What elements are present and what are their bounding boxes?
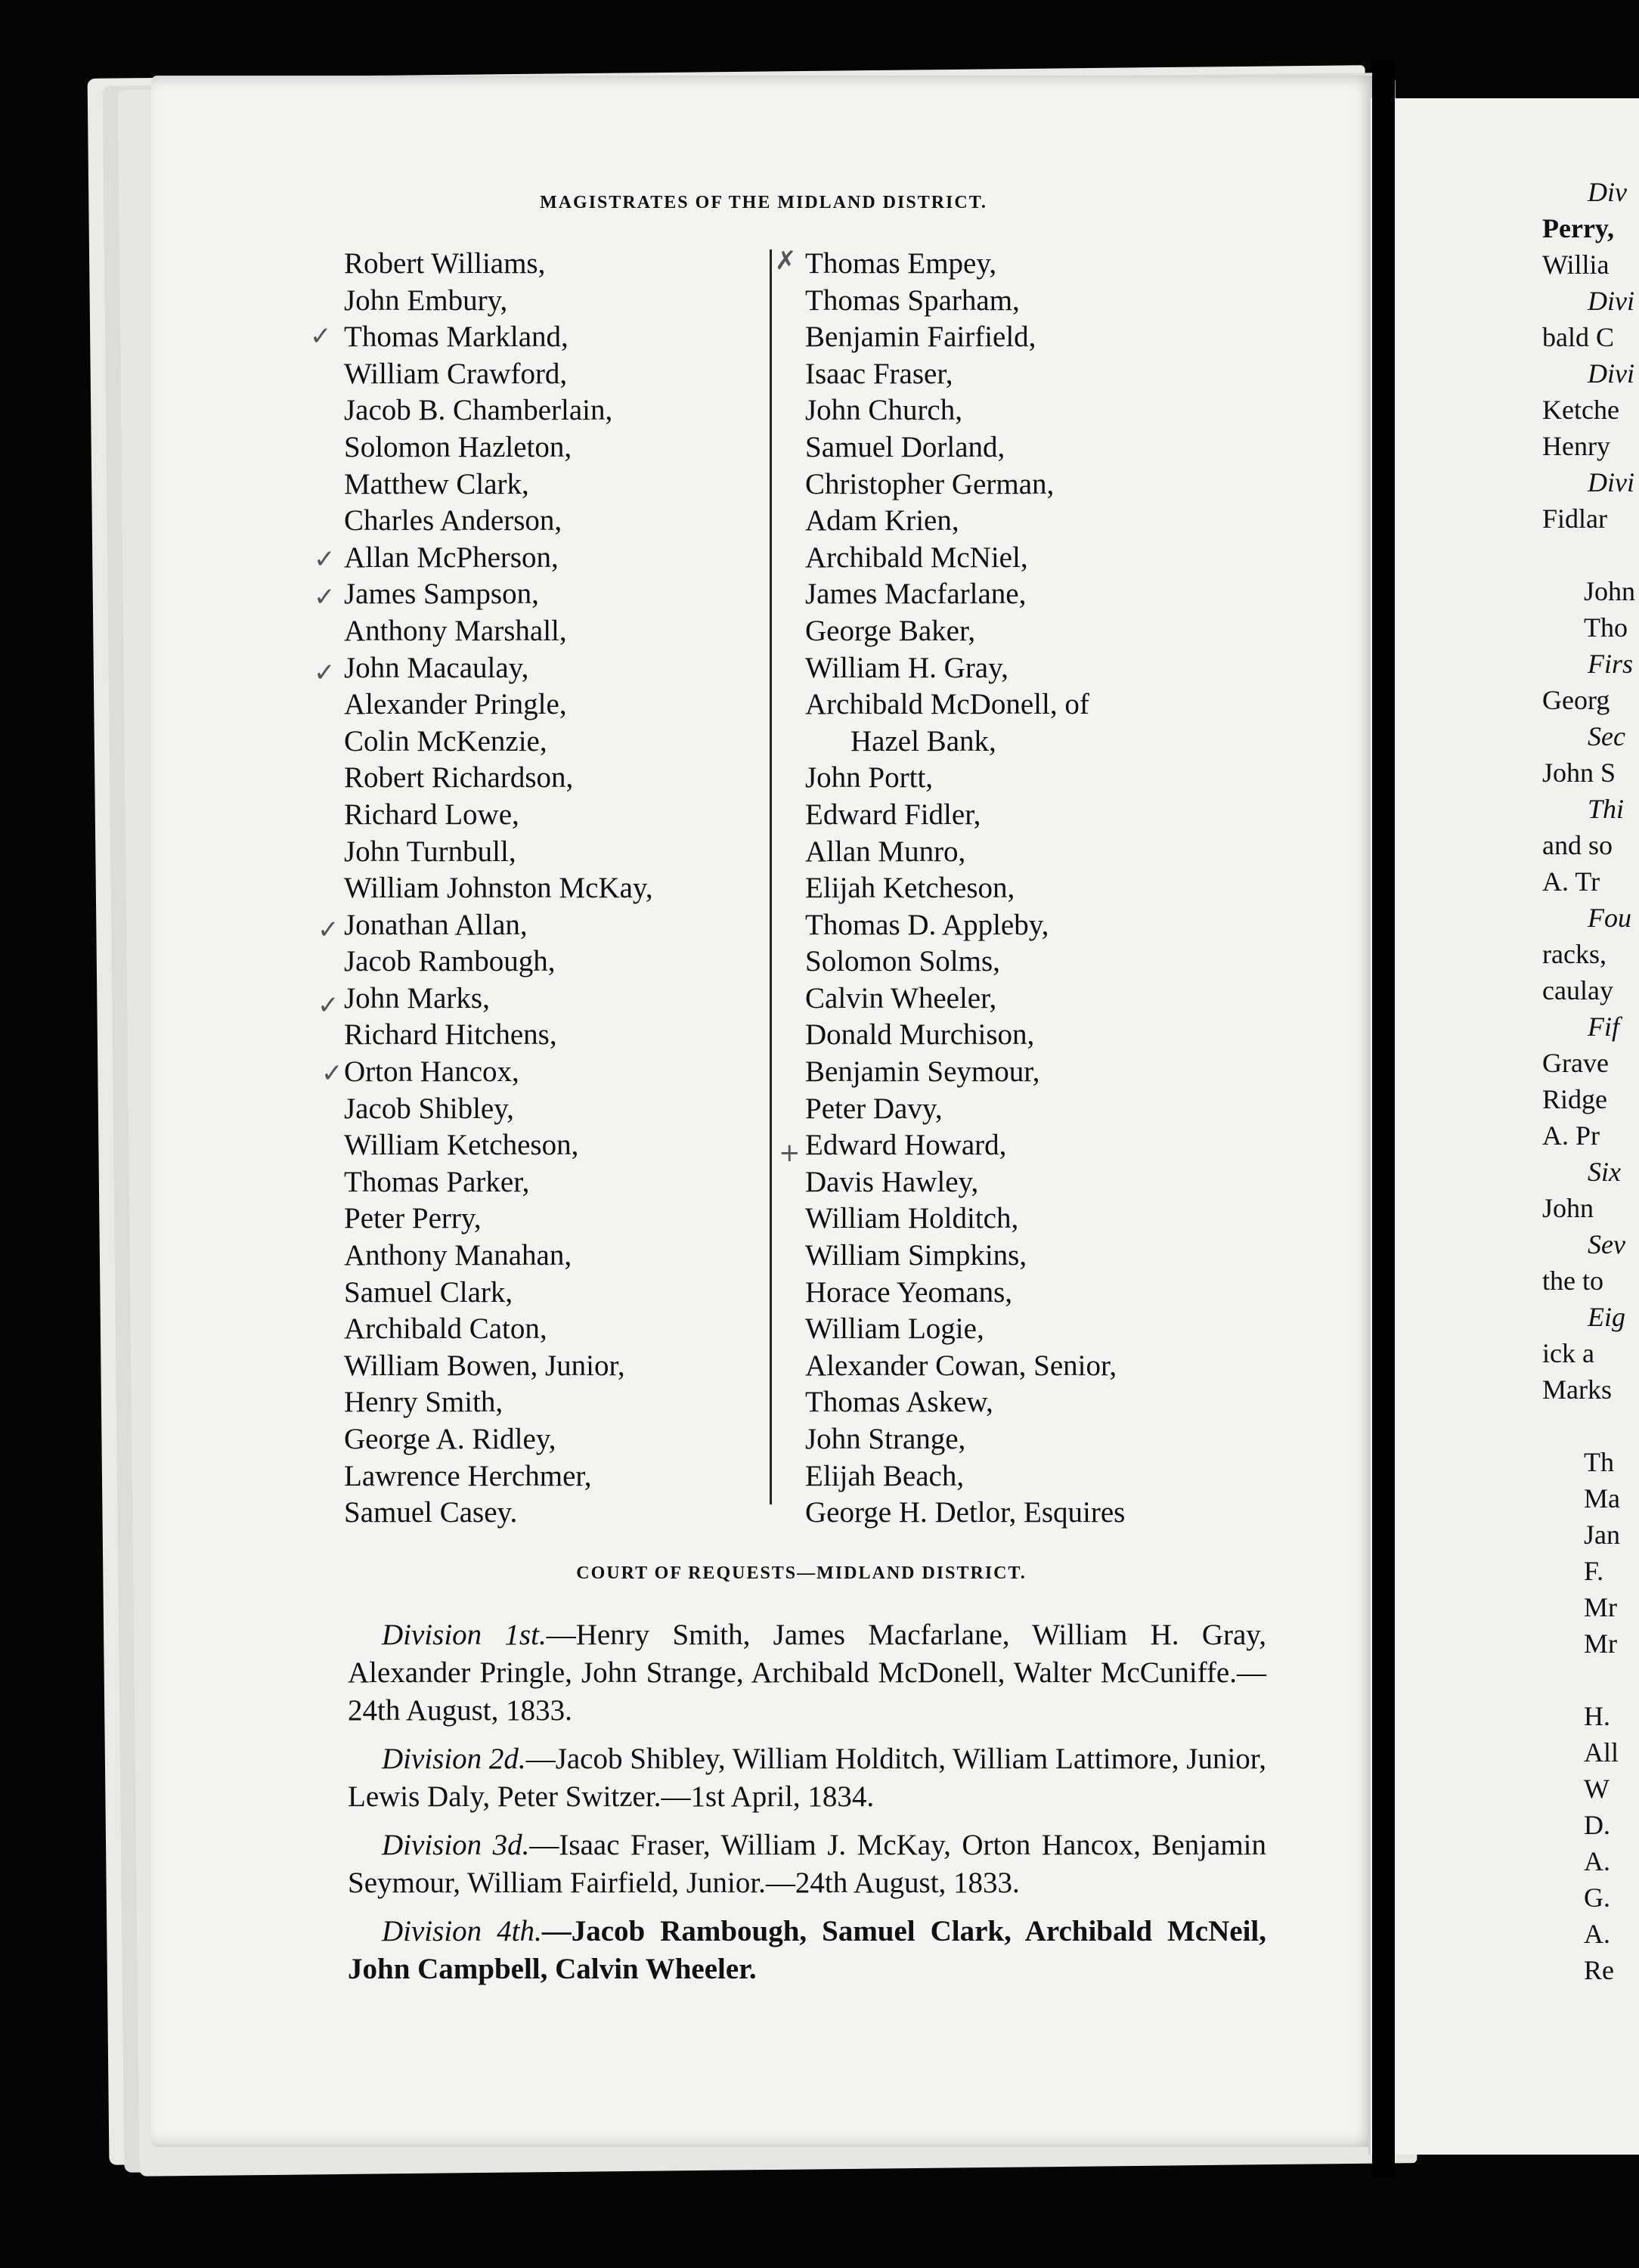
facing-page-line: John — [1542, 1193, 1594, 1223]
magistrate-name: Thomas Sparham, — [805, 284, 1020, 317]
magistrate-name: Donald Murchison, — [805, 1018, 1035, 1052]
magistrate-name: Solomon Hazleton, — [344, 430, 572, 463]
facing-page-line: Ma — [1584, 1483, 1620, 1514]
magistrate-name: George H. Detlor, Esquires — [805, 1496, 1126, 1529]
magistrate-name: Peter Davy, — [805, 1092, 943, 1125]
magistrate-name: Allan Munro, — [805, 835, 966, 868]
facing-page-line: Mr — [1584, 1592, 1617, 1622]
facing-page-line: G. — [1584, 1882, 1610, 1913]
magistrate-name: William H. Gray, — [805, 651, 1008, 684]
magistrate-name: William Johnston McKay, — [344, 872, 653, 905]
facing-page-line: Georg — [1542, 685, 1610, 715]
magistrate-name: Isaac Fraser, — [805, 357, 953, 390]
pencil-check-icon: ✓ — [321, 1058, 343, 1089]
column-rule — [770, 249, 772, 1504]
magistrate-name: Calvin Wheeler, — [805, 981, 997, 1015]
facing-page-line: Marks — [1542, 1374, 1612, 1405]
facing-page-line: John — [1584, 576, 1636, 606]
facing-page-line: and so — [1542, 830, 1613, 860]
magistrate-name: John Church, — [805, 394, 962, 427]
facing-page-line: Eig — [1588, 1302, 1625, 1332]
magistrate-name: William Ketcheson, — [344, 1129, 579, 1162]
facing-page-line — [1542, 1408, 1635, 1444]
magistrate-name: Davis Hawley, — [805, 1165, 979, 1198]
magistrate-name: John Embury, — [344, 284, 508, 317]
pencil-check-icon: ✓ — [318, 915, 339, 945]
magistrate-name: Thomas Empey, — [805, 247, 997, 280]
pencil-check-icon: ✗ — [775, 246, 797, 276]
magistrate-name: Benjamin Fairfield, — [805, 321, 1036, 354]
magistrate-name: Adam Krien, — [805, 504, 959, 538]
magistrate-name: William Holditch, — [805, 1202, 1019, 1235]
magistrate-name: Jacob Shibley, — [344, 1092, 514, 1125]
magistrate-name: John Strange, — [805, 1423, 966, 1455]
facing-page-line: Div — [1588, 177, 1627, 207]
facing-page-line: Thi — [1588, 794, 1625, 824]
running-head: MAGISTRATES OF THE MIDLAND DISTRICT. — [540, 193, 987, 212]
facing-page-line: Divi — [1588, 467, 1634, 497]
pencil-check-icon: + — [779, 1138, 801, 1168]
facing-page-line: Fidlar — [1542, 503, 1607, 534]
magistrates-column-left — [344, 246, 767, 1532]
division-label: Division 2d. — [382, 1743, 526, 1775]
magistrate-name: William Logie, — [805, 1312, 984, 1346]
magistrate-name: Richard Hitchens, — [344, 1018, 557, 1052]
facing-page-line: A. — [1584, 1846, 1610, 1876]
facing-page-line: Divi — [1588, 286, 1634, 316]
pencil-check-icon: ✓ — [310, 321, 332, 352]
magistrate-name: Alexander Cowan, Senior, — [805, 1349, 1117, 1382]
facing-page-line: Sev — [1588, 1229, 1625, 1259]
division-text: —Isaac Fraser, William J. McKay, Orton Hancox, Benjamin Seymour, William Fairfield, Junior.—24th August, 1833. — [348, 1829, 1266, 1899]
magistrate-name: Henry Smith, — [344, 1386, 503, 1419]
facing-page-line: Th — [1584, 1447, 1614, 1477]
magistrate-name: Edward Fidler, — [805, 798, 981, 831]
facing-page-line: Jan — [1584, 1520, 1620, 1550]
magistrate-name: Samuel Dorland, — [805, 430, 1005, 463]
magistrate-name: Benjamin Seymour, — [805, 1055, 1040, 1089]
magistrate-name: Alexander Pringle, — [344, 688, 567, 721]
magistrate-name: William Simpkins, — [805, 1239, 1027, 1272]
division-text: —Jacob Rambough, Samuel Clark, Archibald McNeil, John Campbell, Calvin Wheeler. — [348, 1915, 1266, 1985]
division-text: —Jacob Shibley, William Holditch, William Lattimore, Junior, Lewis Daly, Peter Switzer.—1st April, 1834. — [348, 1743, 1266, 1813]
magistrate-name: James Sampson, — [344, 578, 539, 611]
facing-page-line — [1542, 537, 1635, 573]
facing-page-line: the to — [1542, 1266, 1603, 1296]
magistrate-name: William Bowen, Junior, — [344, 1349, 625, 1382]
facing-page-line: caulay — [1542, 975, 1613, 1005]
magistrate-name: Thomas D. Appleby, — [805, 908, 1049, 941]
facing-page-line: A. — [1584, 1919, 1610, 1949]
facing-page-line: All — [1584, 1737, 1619, 1768]
magistrate-name: Peter Perry, — [344, 1202, 482, 1235]
division-label: Division 1st. — [382, 1619, 547, 1651]
magistrate-name: George A. Ridley, — [344, 1423, 556, 1455]
magistrate-name: Allan McPherson, — [344, 541, 559, 574]
magistrate-name: Archibald McNiel, — [805, 541, 1028, 574]
facing-page-text — [1542, 174, 1635, 1988]
magistrate-name: Anthony Marshall, — [344, 614, 567, 647]
magistrate-name: Edward Howard, — [805, 1129, 1007, 1162]
facing-page-line: Henry — [1542, 431, 1610, 461]
magistrate-name: Horace Yeomans, — [805, 1275, 1013, 1309]
facing-page-line: A. Tr — [1542, 866, 1600, 897]
pencil-check-icon: ✓ — [314, 544, 336, 575]
division-entry — [348, 1616, 1266, 1730]
facing-page-line: Grave — [1542, 1048, 1609, 1078]
magistrate-name: Samuel Casey. — [344, 1496, 518, 1529]
facing-page-line: Fif — [1588, 1012, 1619, 1042]
facing-page-line: Mr — [1584, 1628, 1617, 1659]
facing-page-line: F. — [1584, 1556, 1604, 1586]
magistrate-name: Orton Hancox, — [344, 1055, 519, 1089]
magistrate-name: Samuel Clark, — [344, 1275, 513, 1309]
facing-page-line: Fou — [1588, 903, 1631, 933]
facing-page-line: D. — [1584, 1810, 1610, 1840]
facing-page-line: ick a — [1542, 1338, 1594, 1368]
magistrate-name: John Marks, — [344, 981, 490, 1015]
facing-page-line: John S — [1542, 758, 1616, 788]
magistrate-name: Anthony Manahan, — [344, 1239, 572, 1272]
magistrate-name: Thomas Parker, — [344, 1165, 530, 1198]
magistrate-name: John Portt, — [805, 761, 934, 795]
division-label: Division 3d. — [382, 1829, 530, 1861]
magistrate-name: Jonathan Allan, — [344, 908, 528, 941]
facing-page-line: Tho — [1584, 612, 1628, 643]
facing-page-line: H. — [1584, 1701, 1610, 1731]
magistrate-name: John Macaulay, — [344, 651, 529, 684]
court-of-requests-heading: COURT OF REQUESTS—MIDLAND DISTRICT. — [576, 1563, 1027, 1583]
magistrate-name: Thomas Askew, — [805, 1386, 993, 1419]
facing-page-line: Re — [1584, 1955, 1614, 1985]
magistrate-name: Elijah Beach, — [805, 1459, 965, 1492]
magistrate-name: William Crawford, — [344, 357, 568, 390]
facing-page-line: bald C — [1542, 322, 1614, 352]
magistrate-name: James Macfarlane, — [805, 578, 1027, 611]
magistrate-name: Solomon Solms, — [805, 945, 1000, 978]
magistrate-name: Elijah Ketcheson, — [805, 872, 1015, 905]
facing-page-line: Divi — [1588, 358, 1634, 389]
magistrates-column-right — [805, 246, 1289, 1532]
division-entry — [348, 1913, 1266, 1988]
facing-page-line: Willia — [1542, 249, 1610, 280]
magistrate-name: Colin McKenzie, — [344, 724, 547, 758]
facing-page-line: racks, — [1542, 939, 1606, 969]
magistrate-name: Robert Richardson, — [344, 761, 574, 795]
magistrate-name: Christopher German, — [805, 467, 1055, 500]
magistrate-name: George Baker, — [805, 614, 976, 647]
magistrate-name: Archibald Caton, — [344, 1312, 547, 1346]
division-entry — [348, 1740, 1266, 1816]
facing-page-line — [1542, 1662, 1635, 1698]
facing-page-line: Sec — [1588, 721, 1625, 751]
magistrate-name: Hazel Bank, — [850, 724, 996, 758]
facing-page-line: Six — [1588, 1157, 1621, 1187]
facing-page-line: Perry, — [1542, 213, 1614, 243]
magistrate-name: Lawrence Herchmer, — [344, 1459, 592, 1492]
magistrate-name: John Turnbull, — [344, 835, 516, 868]
pencil-check-icon: ✓ — [314, 582, 336, 612]
pencil-check-icon: ✓ — [314, 658, 336, 688]
magistrate-name: Jacob B. Chamberlain, — [344, 394, 613, 427]
division-text: —Henry Smith, James Macfarlane, William H. Gray, Alexander Pringle, John Strange, Archibald McDonell, Walter McCuniffe.—24th August, 1833. — [348, 1619, 1266, 1727]
court-of-requests-body — [348, 1616, 1266, 1999]
pencil-check-icon: ✓ — [318, 990, 339, 1021]
magistrate-name: Robert Williams, — [344, 247, 546, 280]
division-entry — [348, 1826, 1266, 1902]
magistrate-name: Jacob Rambough, — [344, 945, 556, 978]
book-gutter — [1372, 60, 1395, 2177]
division-label: Division 4th. — [382, 1915, 542, 1947]
magistrate-name: Charles Anderson, — [344, 504, 562, 538]
facing-page-line: Ridge — [1542, 1084, 1607, 1114]
facing-page-line: Firs — [1588, 649, 1634, 679]
facing-page-line: W — [1584, 1774, 1610, 1804]
magistrate-name: Thomas Markland, — [344, 321, 569, 354]
facing-page-line: Ketche — [1542, 395, 1619, 425]
facing-page-line: A. Pr — [1542, 1120, 1600, 1151]
magistrate-name: Richard Lowe, — [344, 798, 519, 831]
magistrate-name: Archibald McDonell, of — [805, 688, 1089, 721]
magistrate-name: Matthew Clark, — [344, 467, 529, 500]
